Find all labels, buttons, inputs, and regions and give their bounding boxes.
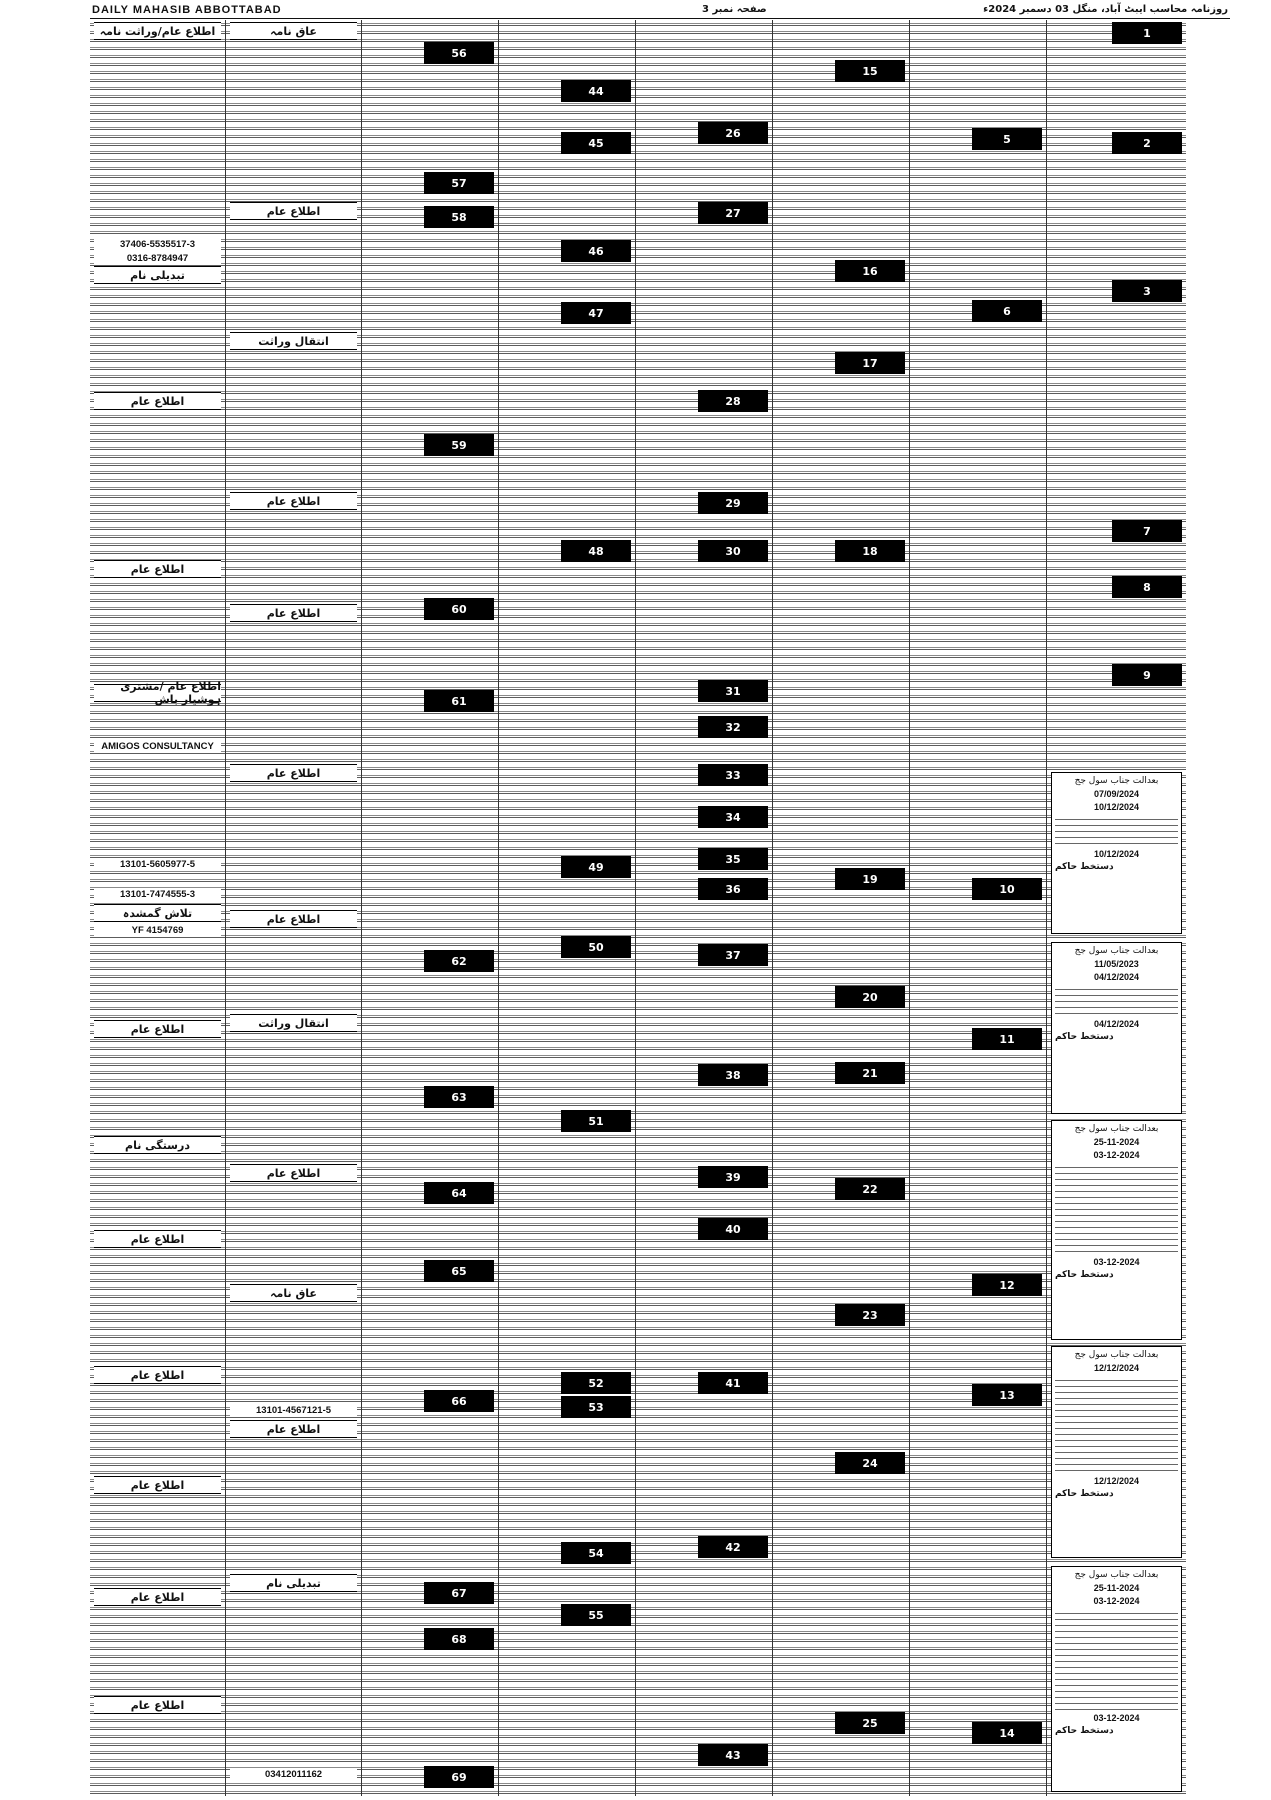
ad-number: 65 <box>424 1260 494 1282</box>
court-heading: بعدالت جناب سول جج <box>1074 946 1159 956</box>
ad-number-box <box>640 944 768 966</box>
column-7 <box>226 20 362 1796</box>
ad-number-box <box>366 42 494 64</box>
column-6 <box>362 20 499 1796</box>
ad-number-box <box>366 172 494 194</box>
ad-number: 68 <box>424 1628 494 1650</box>
ad-number: 61 <box>424 690 494 712</box>
ad-number: 15 <box>835 60 905 82</box>
ad-number: 8 <box>1112 576 1182 598</box>
ad-number-box <box>640 122 768 144</box>
court-notice <box>1051 772 1182 934</box>
ad-number: 35 <box>698 848 768 870</box>
ad-number: 3 <box>1112 280 1182 302</box>
section-heading: اطلاع عام <box>230 1420 357 1438</box>
court-notice <box>1051 942 1182 1114</box>
section-heading: اطلاع عام <box>230 1164 357 1182</box>
section-heading: اطلاع عام <box>230 492 357 510</box>
ad-number: 51 <box>561 1110 631 1132</box>
notice-date: 25-11-2024 <box>1093 1137 1140 1147</box>
masthead <box>90 4 1230 19</box>
ad-number-box <box>366 1628 494 1650</box>
hearing-date: 04/12/2024 <box>1093 1019 1140 1029</box>
ad-number-box <box>1051 520 1182 542</box>
ad-number-box <box>366 598 494 620</box>
section-heading: اطلاع عام <box>94 560 221 578</box>
hearing-date: 03-12-2024 <box>1093 1713 1140 1723</box>
ad-number-box <box>777 1712 905 1734</box>
ad-number-box <box>1051 132 1182 154</box>
section-heading: اطلاع عام/وراثت نامہ <box>94 22 221 40</box>
notice-date: 10/12/2024 <box>1093 802 1140 812</box>
ad-number: 44 <box>561 80 631 102</box>
ad-number-box <box>914 128 1042 150</box>
ad-number: 10 <box>972 878 1042 900</box>
masthead-title: DAILY MAHASIB ABBOTTABAD <box>92 4 282 16</box>
column-8 <box>90 20 226 1796</box>
ad-number-box <box>503 1396 631 1418</box>
ad-number-box <box>777 540 905 562</box>
ad-number: 60 <box>424 598 494 620</box>
court-notice <box>1051 1346 1182 1558</box>
section-heading: اطلاع عام <box>230 910 357 928</box>
ad-number: 9 <box>1112 664 1182 686</box>
ad-number-box <box>914 1722 1042 1744</box>
ad-number-box <box>366 434 494 456</box>
ad-number: 20 <box>835 986 905 1008</box>
signature-line <box>1055 1725 1178 1738</box>
ad-number: 2 <box>1112 132 1182 154</box>
ad-number: 5 <box>972 128 1042 150</box>
ad-number-box <box>640 764 768 786</box>
ad-number: 19 <box>835 868 905 890</box>
ad-number-box <box>777 986 905 1008</box>
ad-number-box <box>777 868 905 890</box>
cnic-number: 13101-5605977-5 <box>94 858 221 871</box>
section-heading: اطلاع عام /مشتری ہوشیار باش <box>94 684 221 702</box>
ad-number: 29 <box>698 492 768 514</box>
ad-number: 38 <box>698 1064 768 1086</box>
ad-number: 69 <box>424 1766 494 1788</box>
ad-number-box <box>366 1390 494 1412</box>
ad-number: 36 <box>698 878 768 900</box>
ad-number-box <box>777 260 905 282</box>
ad-number-box <box>914 878 1042 900</box>
ad-number: 46 <box>561 240 631 262</box>
ad-number: 11 <box>972 1028 1042 1050</box>
section-heading: اطلاع عام <box>94 392 221 410</box>
ad-number-box <box>640 1536 768 1558</box>
ad-number: 27 <box>698 202 768 224</box>
signature: دستخط حاکم <box>1055 1032 1114 1042</box>
signature-line <box>1055 1031 1178 1044</box>
ad-number: 52 <box>561 1372 631 1394</box>
ad-number-box <box>503 856 631 878</box>
court-heading: بعدالت جناب سول جج <box>1074 776 1159 786</box>
ad-number-box <box>366 1086 494 1108</box>
ad-number: 59 <box>424 434 494 456</box>
ad-number-box <box>503 240 631 262</box>
ad-number-box <box>777 1178 905 1200</box>
ad-number: 56 <box>424 42 494 64</box>
ad-number: 58 <box>424 206 494 228</box>
section-heading: اطلاع عام <box>230 764 357 782</box>
notice-date: 04/12/2024 <box>1093 972 1140 982</box>
ad-number: 30 <box>698 540 768 562</box>
ad-number-box <box>1051 576 1182 598</box>
section-heading: اطلاع عام <box>94 1476 221 1494</box>
ad-number: 28 <box>698 390 768 412</box>
ad-number-box <box>640 878 768 900</box>
ad-number: 55 <box>561 1604 631 1626</box>
section-heading: عاق نامہ <box>230 22 357 40</box>
masthead-date: روزنامہ محاسب ایبٹ آباد، منگل 03 دسمبر 2024ء <box>983 4 1228 15</box>
notice-text-block <box>1055 986 1178 1016</box>
ad-number-box <box>640 1064 768 1086</box>
notice-date: 25-11-2024 <box>1093 1583 1140 1593</box>
ad-number: 67 <box>424 1582 494 1604</box>
ad-number: 41 <box>698 1372 768 1394</box>
notice-date: 03-12-2024 <box>1093 1150 1140 1160</box>
ad-number-box <box>640 1372 768 1394</box>
cnic-number: 13101-7474555-3 <box>94 888 221 901</box>
ad-number: 37 <box>698 944 768 966</box>
ad-number-box <box>640 202 768 224</box>
ad-number-box <box>366 950 494 972</box>
section-heading: اطلاع عام <box>94 1230 221 1248</box>
ad-number: 17 <box>835 352 905 374</box>
section-heading: درستگی نام <box>94 1136 221 1154</box>
section-heading: اطلاع عام <box>230 604 357 622</box>
court-notice <box>1051 1566 1182 1792</box>
ad-number: 42 <box>698 1536 768 1558</box>
notice-date: 11/05/2023 <box>1094 959 1139 969</box>
column-2 <box>910 20 1047 1796</box>
court-heading: بعدالت جناب سول جج <box>1074 1124 1159 1134</box>
ad-number-box <box>640 1166 768 1188</box>
ad-number-box <box>640 1744 768 1766</box>
signature: دستخط حاکم <box>1055 1726 1114 1736</box>
ad-number-box <box>640 680 768 702</box>
ad-number-box <box>914 1274 1042 1296</box>
notice-date: 03-12-2024 <box>1093 1596 1140 1606</box>
ad-number: 45 <box>561 132 631 154</box>
columns <box>90 20 1230 1796</box>
ad-number: 13 <box>972 1384 1042 1406</box>
page-number: صفحہ نمبر 3 <box>702 4 767 15</box>
ad-number: 32 <box>698 716 768 738</box>
ad-number-box <box>914 1028 1042 1050</box>
ad-number-box <box>640 716 768 738</box>
notice-date: 07/09/2024 <box>1093 789 1140 799</box>
phone-number: 0316-8784947 <box>94 252 221 265</box>
ad-number-box <box>640 540 768 562</box>
ad-number-box <box>366 690 494 712</box>
ad-number: 63 <box>424 1086 494 1108</box>
section-heading: اطلاع عام <box>94 1696 221 1714</box>
section-heading: انتقال وراثت <box>230 1014 357 1032</box>
column-5 <box>499 20 636 1796</box>
ad-number-box <box>777 60 905 82</box>
ad-number-box <box>503 1110 631 1132</box>
cnic-number: 37406-5535517-3 <box>94 238 221 251</box>
ad-number: 12 <box>972 1274 1042 1296</box>
notice-text-block <box>1055 1377 1178 1473</box>
ad-number: 25 <box>835 1712 905 1734</box>
ad-number: 48 <box>561 540 631 562</box>
ad-number: 53 <box>561 1396 631 1418</box>
ad-number-box <box>640 492 768 514</box>
ad-number-box <box>777 1304 905 1326</box>
notice-text-block <box>1055 816 1178 846</box>
ad-number-box <box>503 540 631 562</box>
ad-number: 39 <box>698 1166 768 1188</box>
section-heading: اطلاع عام <box>94 1588 221 1606</box>
section-heading: اطلاع عام <box>94 1366 221 1384</box>
ad-number: 7 <box>1112 520 1182 542</box>
ad-number: 66 <box>424 1390 494 1412</box>
ad-number: 31 <box>698 680 768 702</box>
ad-number-box <box>366 206 494 228</box>
notice-date: 12/12/2024 <box>1093 1363 1140 1373</box>
ad-number: 33 <box>698 764 768 786</box>
ad-number-box <box>366 1766 494 1788</box>
ad-number-box <box>777 352 905 374</box>
signature: دستخط حاکم <box>1055 1489 1114 1499</box>
signature: دستخط حاکم <box>1055 1270 1114 1280</box>
ad-number-box <box>777 1062 905 1084</box>
ad-number: 14 <box>972 1722 1042 1744</box>
ad-number: 64 <box>424 1182 494 1204</box>
section-heading: تبدیلی نام <box>94 266 221 284</box>
hearing-date: 10/12/2024 <box>1093 849 1140 859</box>
ad-number-box <box>1051 664 1182 686</box>
ad-number-box <box>503 1542 631 1564</box>
court-notice <box>1051 1120 1182 1340</box>
signature: دستخط حاکم <box>1055 862 1114 872</box>
ad-number-box <box>640 1218 768 1240</box>
signature-line <box>1055 1488 1178 1501</box>
ad-number-box <box>640 390 768 412</box>
ad-number-box <box>503 1604 631 1626</box>
ad-number-box <box>914 300 1042 322</box>
section-heading: اطلاع عام <box>230 202 357 220</box>
court-heading: بعدالت جناب سول جج <box>1074 1570 1159 1580</box>
section-heading: عاق نامہ <box>230 1284 357 1302</box>
ad-number: 6 <box>972 300 1042 322</box>
ad-number-box <box>777 1452 905 1474</box>
ad-number: 62 <box>424 950 494 972</box>
ad-number-box <box>366 1260 494 1282</box>
ad-number: 47 <box>561 302 631 324</box>
phone-number: 03412011162 <box>230 1768 357 1781</box>
section-heading: تلاش گمشدہ <box>94 904 221 922</box>
ad-number-box <box>1051 280 1182 302</box>
ad-number: 34 <box>698 806 768 828</box>
column-4 <box>636 20 773 1796</box>
notice-text-block <box>1055 1164 1178 1254</box>
ad-number: 18 <box>835 540 905 562</box>
section-heading: اطلاع عام <box>94 1020 221 1038</box>
column-3 <box>773 20 910 1796</box>
company-name: AMIGOS CONSULTANCY <box>94 740 221 753</box>
ad-number-box <box>640 848 768 870</box>
ad-number-box <box>366 1182 494 1204</box>
ad-number-box <box>503 1372 631 1394</box>
ad-number: 57 <box>424 172 494 194</box>
court-heading: بعدالت جناب سول جج <box>1074 1350 1159 1360</box>
registration-number: YF 4154769 <box>94 924 221 937</box>
ad-number: 1 <box>1112 22 1182 44</box>
signature-line <box>1055 861 1178 874</box>
section-heading: انتقال وراثت <box>230 332 357 350</box>
ad-number: 40 <box>698 1218 768 1240</box>
cnic-number: 13101-4567121-5 <box>230 1404 357 1417</box>
hearing-date: 12/12/2024 <box>1093 1476 1140 1486</box>
section-heading: تبدیلی نام <box>230 1574 357 1592</box>
column-1 <box>1047 20 1186 1796</box>
ad-number: 43 <box>698 1744 768 1766</box>
ad-number: 22 <box>835 1178 905 1200</box>
ad-number-box <box>640 806 768 828</box>
ad-number: 49 <box>561 856 631 878</box>
ad-number-box <box>914 1384 1042 1406</box>
ad-number: 54 <box>561 1542 631 1564</box>
ad-number-box <box>503 936 631 958</box>
ad-number: 16 <box>835 260 905 282</box>
ad-number: 26 <box>698 122 768 144</box>
ad-number: 23 <box>835 1304 905 1326</box>
signature-line <box>1055 1269 1178 1282</box>
ad-number: 24 <box>835 1452 905 1474</box>
ad-number-box <box>503 80 631 102</box>
ad-number-box <box>1051 22 1182 44</box>
hearing-date: 03-12-2024 <box>1093 1257 1140 1267</box>
notice-text-block <box>1055 1610 1178 1710</box>
ad-number-box <box>503 302 631 324</box>
ad-number-box <box>503 132 631 154</box>
ad-number: 21 <box>835 1062 905 1084</box>
ad-number: 50 <box>561 936 631 958</box>
ad-number-box <box>366 1582 494 1604</box>
